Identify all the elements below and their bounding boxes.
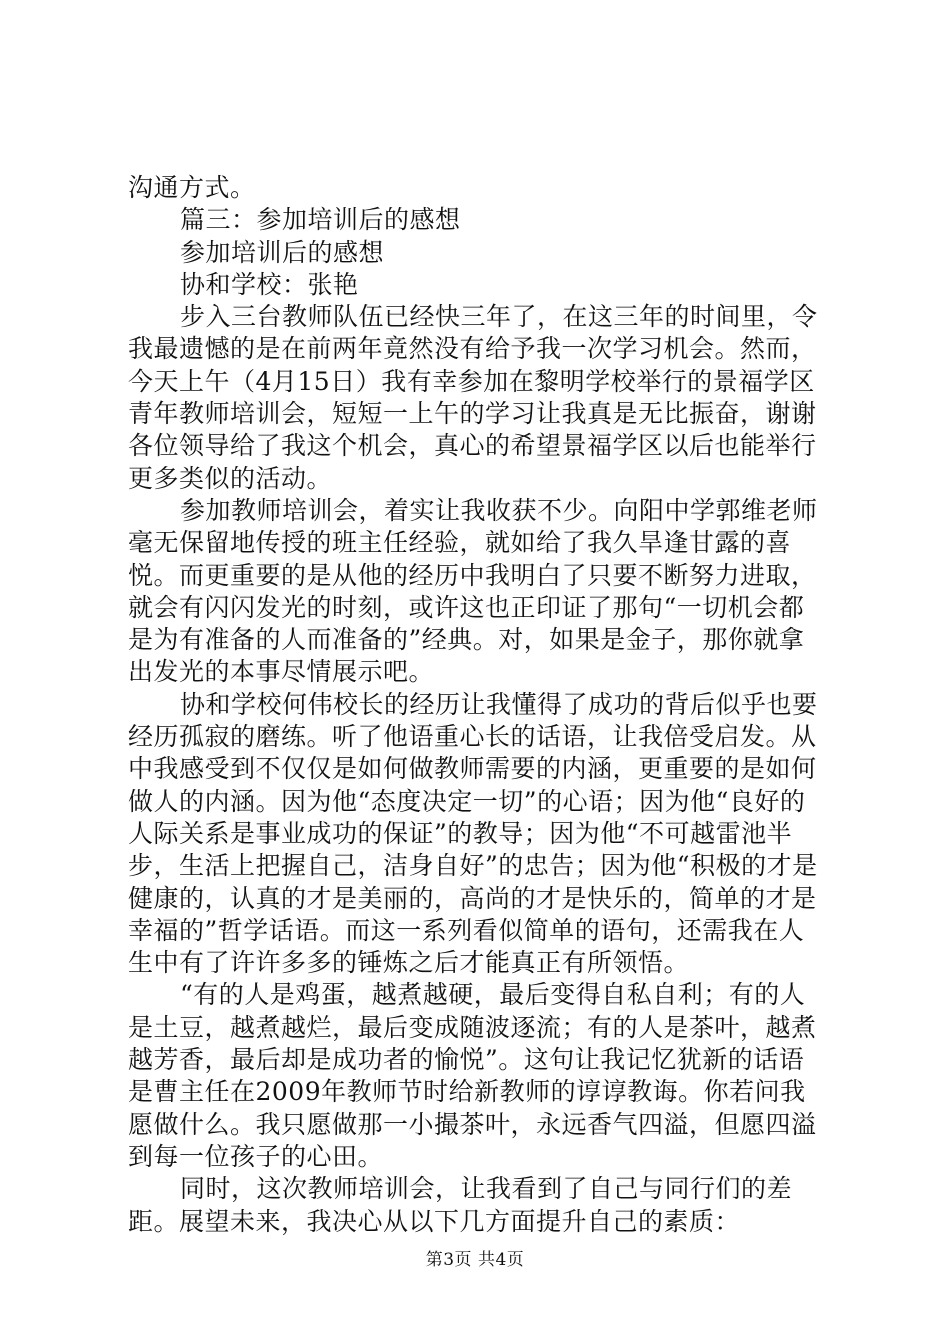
article-title: 参加培训后的感想: [180, 237, 385, 267]
paragraph: 参加教师培训会，着实让我收获不少。向阳中学郭维老师毫无保留地传授的班主任经验，就如给了我久旱逢甘露的喜悦。而更重要的是从他的经历中我明白了只要不断努力进取，就会有闪闪发光的时刻，或许这也正印证了那句“一切机会都是为有准备的人而准备的”经典。对，如果是金子，那你就拿出发光的本事尽情展示吧。: [128, 495, 818, 687]
paragraph: 同时，这次教师培训会，让我看到了自己与同行们的差距。展望未来，我决心从以下几方面提升自己的素质：: [128, 1174, 793, 1236]
paragraph: “有的人是鸡蛋，越煮越硬，最后变得自私自利；有的人是土豆，越煮越烂，最后变成随波逐流；有的人是茶叶，越煮越芳香，最后却是成功者的愉悦”。这句让我记忆犹新的话语是曹主任在2009年教师节时给新教师的谆谆教诲。你若问我愿做什么。我只愿做那一小撮茶叶，永远香气四溢，但愿四溢到每一位孩子的心田。: [128, 980, 817, 1171]
paragraph: 协和学校何伟校长的经历让我懂得了成功的背后似乎也要经历孤寂的磨练。听了他语重心长的话语，让我倍受启发。从中我感受到不仅仅是如何做教师需要的内涵，更重要的是如何做人的内涵。因为他“态度决定一切”的心语；因为他“良好的人际关系是事业成功的保证”的教导；因为他“不可越雷池半步，生活上把握自己，洁身自好”的忠告；因为他“积极的才是健康的，认真的才是美丽的，高尚的才是快乐的，简单的才是幸福的”哲学话语。而这一系列看似简单的语句，还需我在人生中有了许许多多的锤炼之后才能真正有所领悟。: [128, 689, 818, 978]
section-heading: 篇三：参加培训后的感想: [180, 205, 461, 235]
paragraph-continuation: 沟通方式。: [128, 173, 256, 202]
document-body: [128, 172, 828, 1238]
paragraph: 步入三台教师队伍已经快三年了，在这三年的时间里，令我最遗憾的是在前两年竟然没有给予我一次学习机会。然而，今天上午（4月15日）我有幸参加在黎明学校举行的景福学区青年教师培训会，短短一上午的学习让我真是无比振奋，谢谢各位领导给了我这个机会，真心的希望景福学区以后也能举行更多类似的活动。: [128, 302, 818, 493]
author-line: 协和学校：张艳: [180, 269, 359, 299]
page-number-footer: 第3页 共4页: [425, 1250, 525, 1270]
